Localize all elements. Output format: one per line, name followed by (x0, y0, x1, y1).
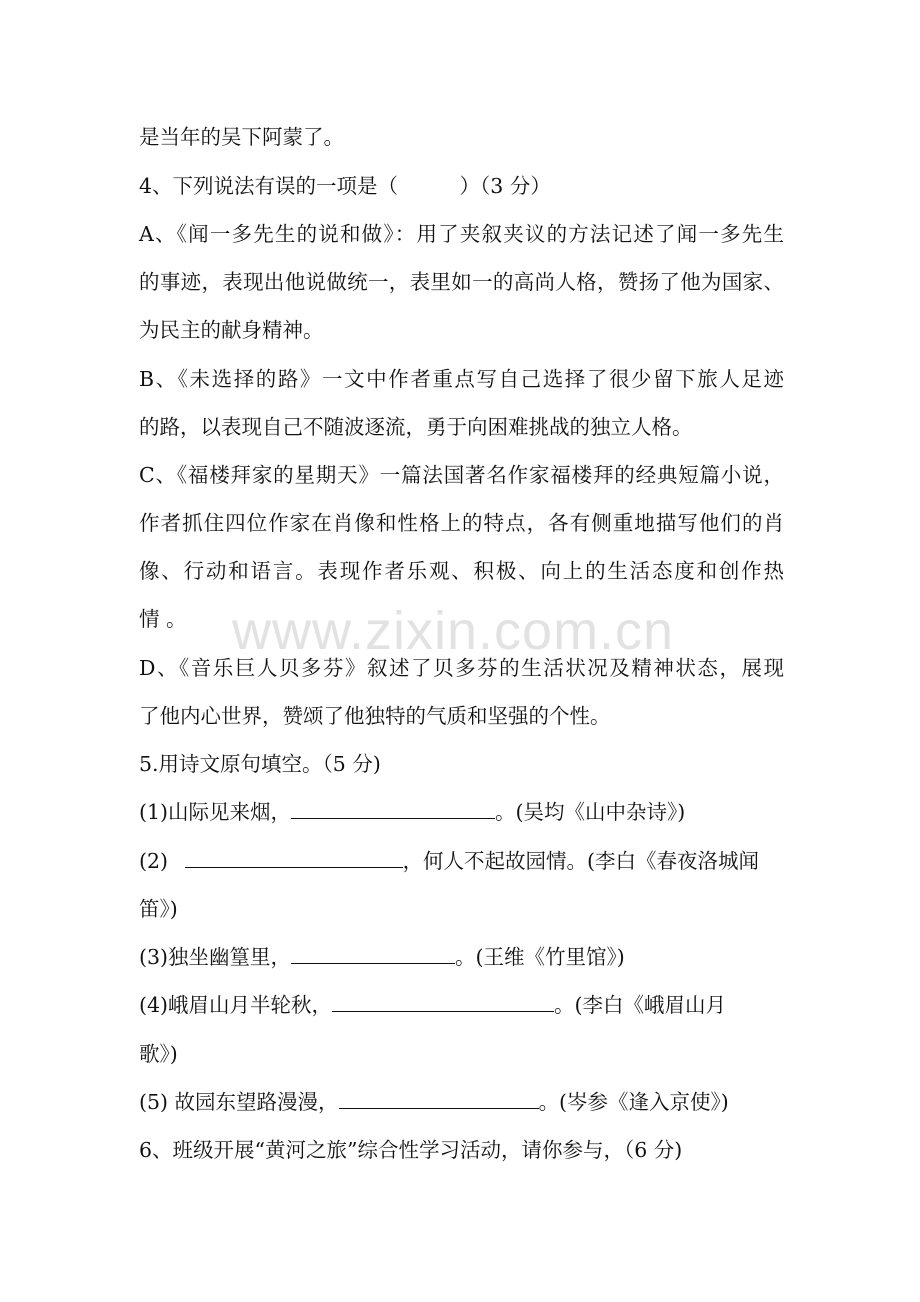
option-a-line: A、《闻一多先生的说和做》：用了夹叙夹议的方法记述了闻一多先生 (139, 222, 784, 246)
answer-blank[interactable] (185, 849, 403, 868)
poem-source: 。(吴均《山中杂诗》) (495, 800, 686, 824)
text-line: 是当年的吴下阿蒙了。 (139, 125, 344, 149)
option-d-line: 了他内心世界，赞颂了他独特的气质和坚强的个性。 (139, 704, 611, 728)
question-4: 4、下列说法有误的一项是（ ）（3 分） (139, 174, 551, 198)
poem-fill-4 (139, 991, 784, 1019)
poem-fill-3 (139, 943, 784, 971)
poem-source: 。(李白《峨眉山月 (554, 993, 727, 1017)
answer-blank[interactable] (339, 1090, 539, 1109)
poem-source: ，何人不起故园情。(李白《春夜洛城闻 (402, 849, 760, 873)
option-b-line: 的路，以表现自己不随波逐流，勇于向困难挑战的独立人格。 (139, 415, 693, 439)
watermark: www.zixin.com.cn (232, 601, 675, 661)
answer-blank[interactable] (291, 800, 495, 819)
option-c-line: C、《福楼拜家的星期天》一篇法国著名作家福楼拜的经典短篇小说， (139, 463, 784, 487)
answer-blank[interactable] (332, 993, 554, 1012)
question-5: 5.用诗文原句填空。（5 分) (139, 752, 381, 776)
poem-source: 。(岑参《逢入京使》) (538, 1090, 729, 1114)
option-a-line: 的事迹，表现出他说做统一，表里如一的高尚人格，赞扬了他为国家、 (139, 270, 784, 294)
option-c-line: 情 。 (139, 607, 187, 631)
poem-prompt: (3)独坐幽篁里， (139, 945, 292, 969)
poem-source-continued: 歌》) (139, 1042, 178, 1066)
option-c-line: 作者抓住四位作家在肖像和性格上的特点，各有侧重地描写他们的肖 (139, 511, 784, 535)
option-d-line: D、《音乐巨人贝多芬》叙述了贝多芬的生活状况及精神状态，展现 (139, 656, 784, 680)
poem-prompt: (1)山际见来烟， (139, 800, 292, 824)
option-a-line: 为民主的献身精神。 (139, 318, 324, 342)
poem-prompt: (5) 故园东望路漫漫， (139, 1090, 339, 1114)
poem-source-continued: 笛》) (139, 897, 178, 921)
poem-fill-2 (139, 847, 784, 875)
poem-prompt: (4)峨眉山月半轮秋， (139, 993, 333, 1017)
option-b-line: B、《未选择的路》一文中作者重点写自己选择了很少留下旅人足迹 (139, 367, 784, 391)
question-6: 6、班级开展“黄河之旅”综合性学习活动，请你参与，（6 分) (139, 1138, 683, 1162)
poem-fill-1 (139, 798, 784, 826)
poem-prompt: (2) (139, 849, 175, 873)
option-c-line: 像、行动和语言。表现作者乐观、积极、向上的生活态度和创作热 (139, 559, 784, 583)
poem-source: 。(王维《竹里馆》) (455, 945, 625, 969)
answer-blank[interactable] (291, 945, 455, 964)
poem-fill-5 (139, 1088, 784, 1116)
